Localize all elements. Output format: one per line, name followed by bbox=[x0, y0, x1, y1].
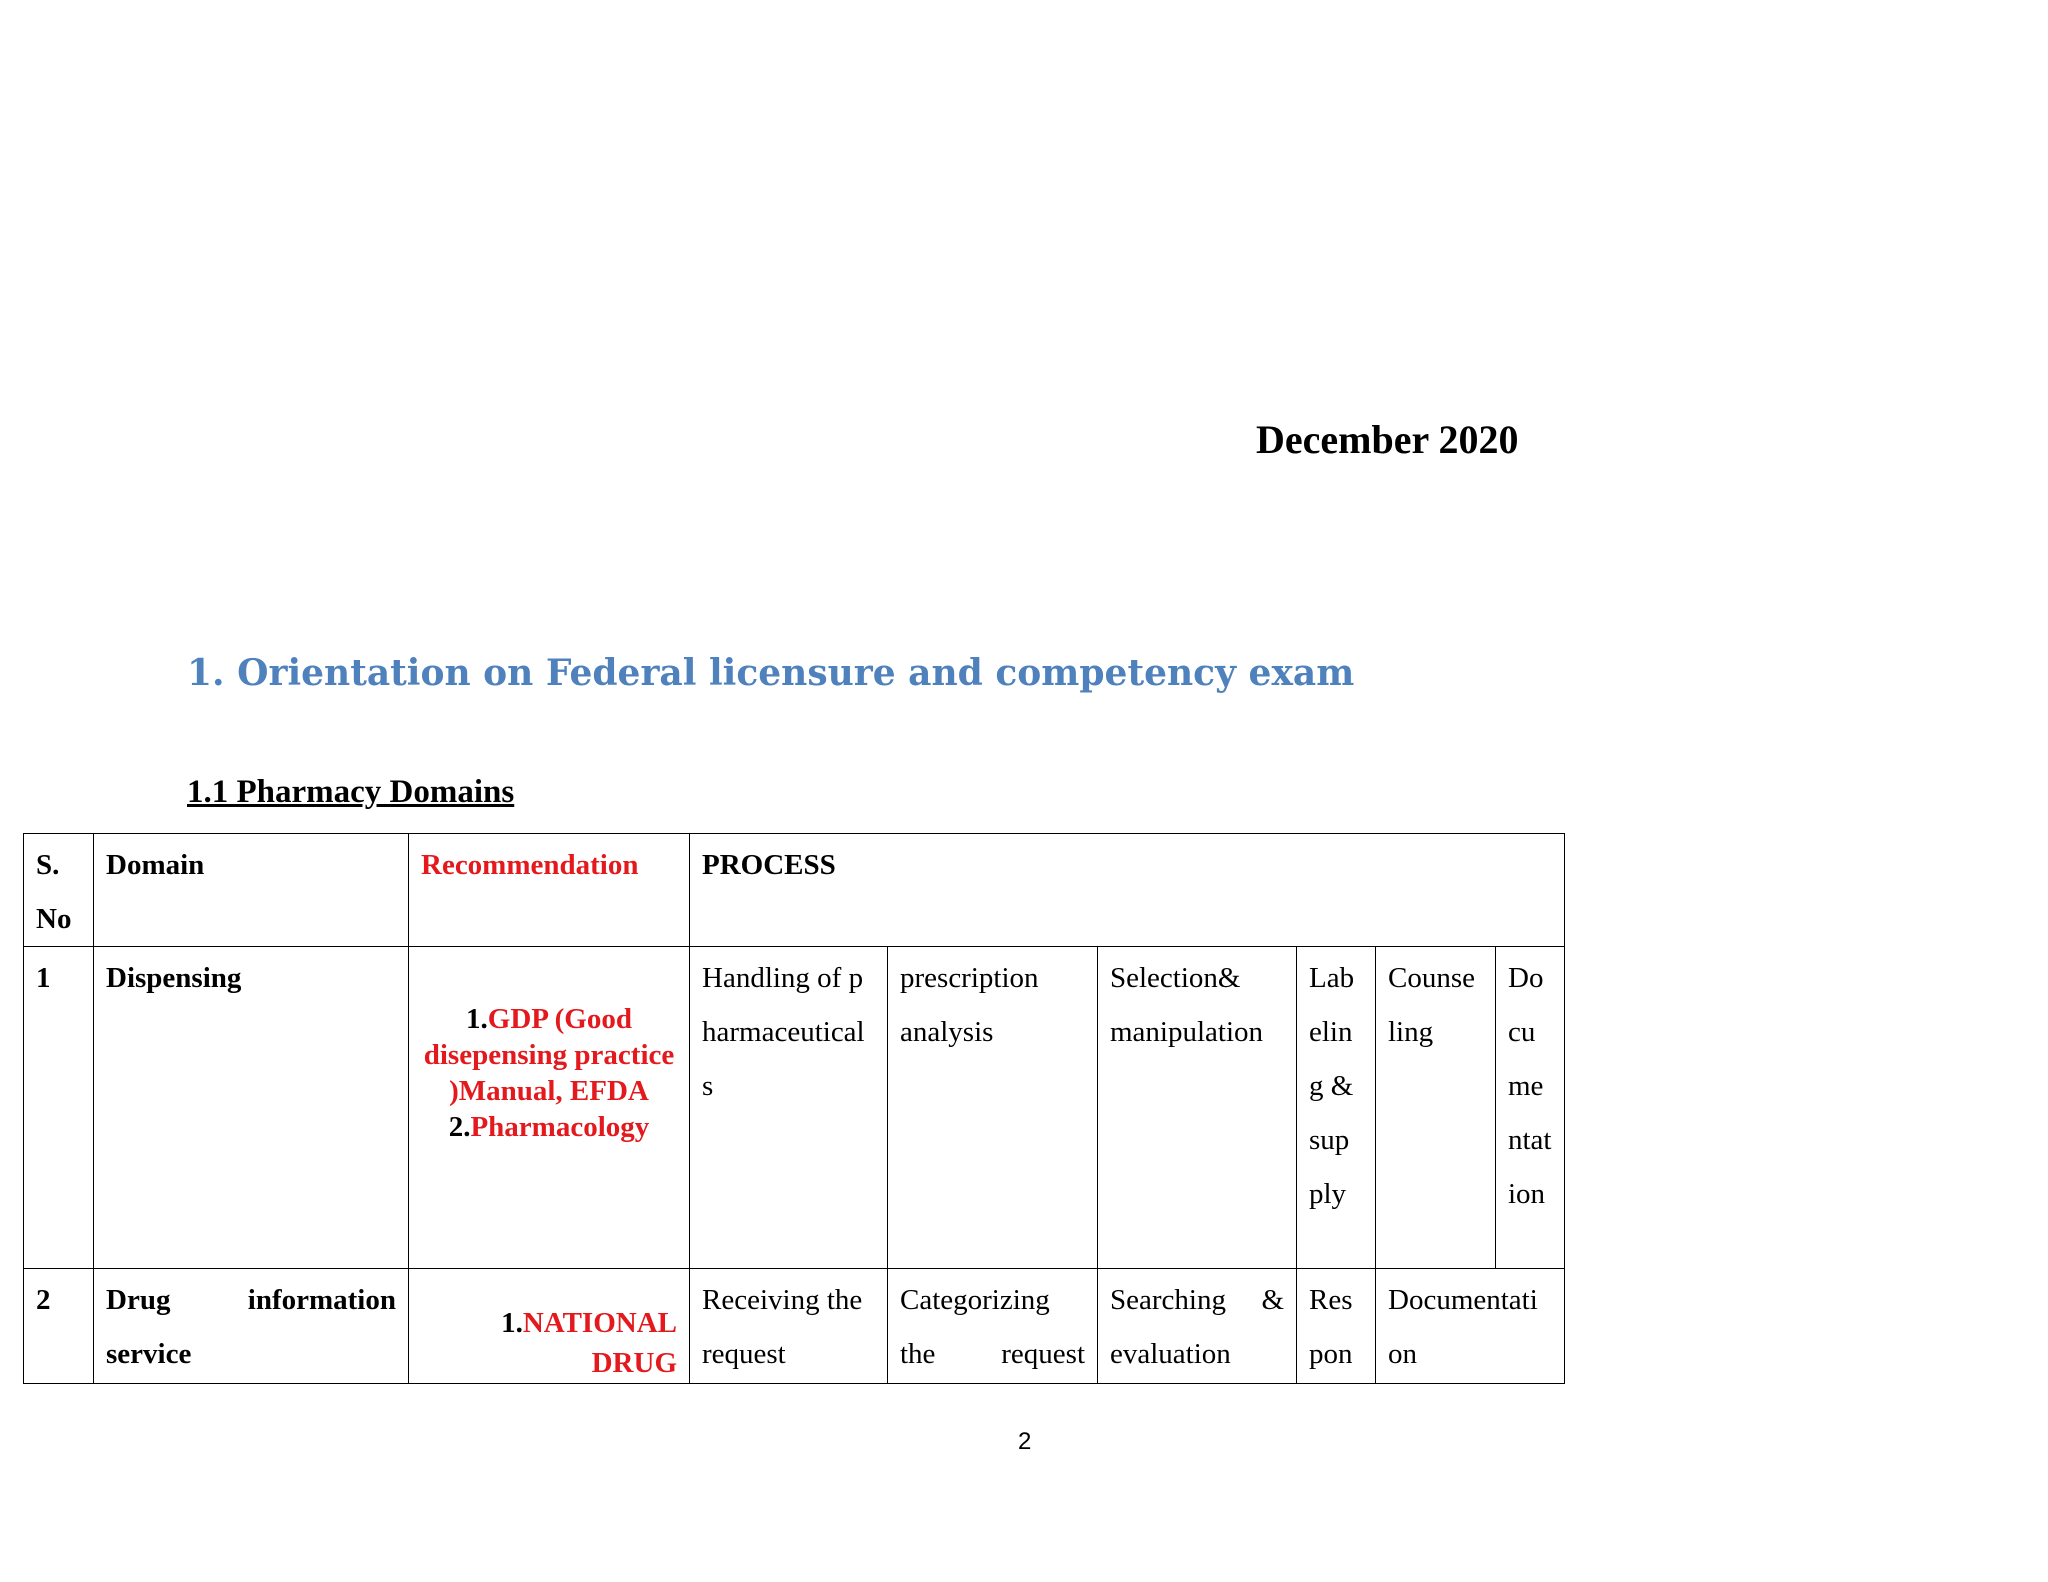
row2-rec-num1: 1. bbox=[501, 1307, 523, 1339]
row1-rec-num1: 1. bbox=[466, 1003, 488, 1035]
header-process: PROCESS bbox=[690, 834, 1565, 947]
row1-process-prescription: prescription analysis bbox=[888, 947, 1098, 1269]
row2-rec-text1: NATIONAL DRUG bbox=[522, 1307, 677, 1379]
row1-process-labeling: Labeling & supply bbox=[1297, 947, 1376, 1269]
row2-sno: 2 bbox=[24, 1269, 94, 1384]
pharmacy-domains-table bbox=[23, 833, 1565, 1384]
header-sno: S. No bbox=[24, 834, 94, 947]
table-row bbox=[24, 947, 1565, 1269]
subsection-heading: 1.1 Pharmacy Domains bbox=[187, 774, 515, 810]
row1-process-selection: Selection& manipulation bbox=[1098, 947, 1297, 1269]
section-heading: 1. Orientation on Federal licensure and competency exam bbox=[187, 652, 1355, 694]
row2-recommendation bbox=[409, 1269, 690, 1384]
header-domain: Domain bbox=[94, 834, 409, 947]
row1-rec-num2: 2. bbox=[448, 1111, 471, 1143]
row2-process-receiving: Receiving the request bbox=[690, 1269, 888, 1384]
row1-process-documentation: Documentation bbox=[1496, 947, 1565, 1269]
row1-rec-text2: Pharmacology bbox=[470, 1111, 650, 1143]
header-recommendation: Recommendation bbox=[409, 834, 690, 947]
row1-process-handling: Handling of pharmaceuticals bbox=[690, 947, 888, 1269]
row1-rec-text1: GDP (Good disepensing practice )Manual, EFDA bbox=[423, 1003, 675, 1107]
row2-domain: Drug information service bbox=[94, 1269, 409, 1384]
row1-sno: 1 bbox=[24, 947, 94, 1269]
row1-recommendation bbox=[409, 947, 690, 1269]
row1-process-counseling: Counseling bbox=[1376, 947, 1496, 1269]
row2-process-searching: Searching & evaluation bbox=[1098, 1269, 1297, 1384]
table-header-row bbox=[24, 834, 1565, 947]
row2-process-categorizing: Categorizing the request bbox=[888, 1269, 1098, 1384]
page-number: 2 bbox=[1018, 1428, 1032, 1455]
row2-process-documentation: Documentation bbox=[1376, 1269, 1565, 1384]
document-date: December 2020 bbox=[1256, 417, 1519, 462]
row1-domain: Dispensing bbox=[94, 947, 409, 1269]
table-row bbox=[24, 1269, 1565, 1384]
row2-process-response: Respon bbox=[1297, 1269, 1376, 1384]
